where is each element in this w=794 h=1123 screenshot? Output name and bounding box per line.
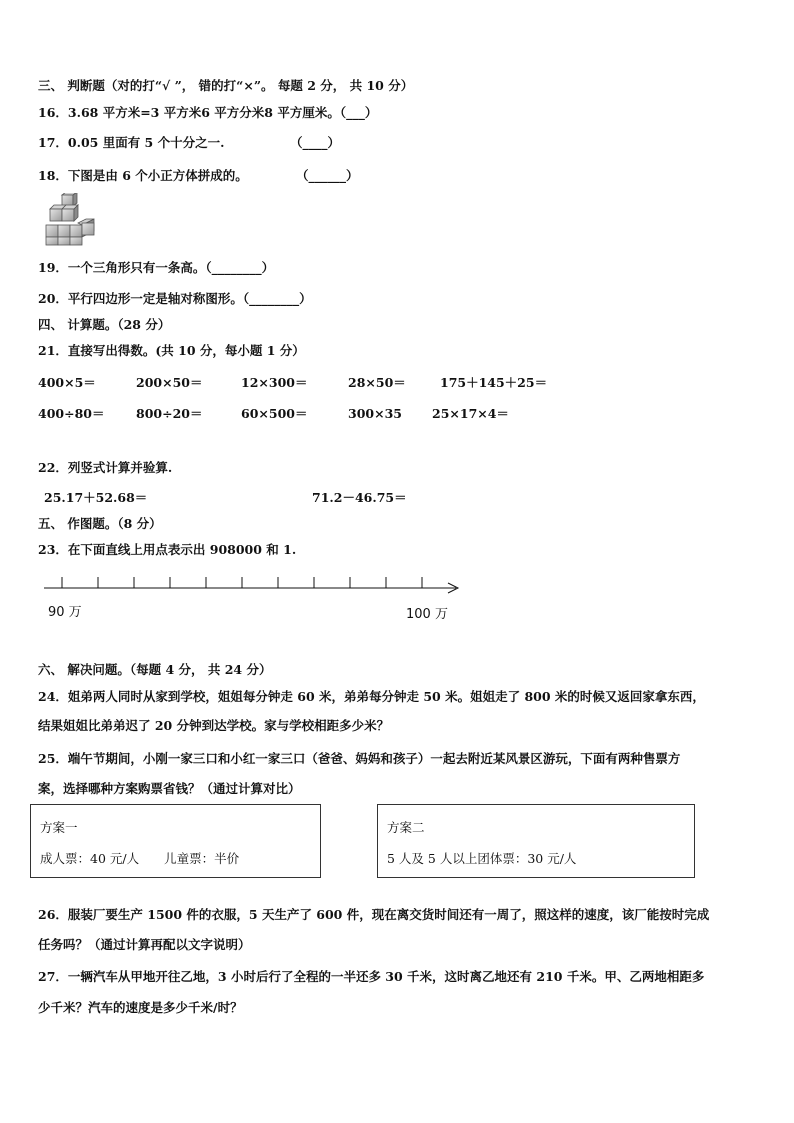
- number-line-label-right: 100 万: [406, 607, 448, 622]
- plan-two-title: 方案二: [387, 820, 425, 835]
- cube-stack-figure: [42, 193, 100, 249]
- calc-item: 800÷20＝: [136, 406, 203, 421]
- plan-one-title: 方案一: [40, 820, 78, 835]
- calc-item: 200×50＝: [136, 375, 203, 390]
- calc-item: 60×500＝: [241, 406, 308, 421]
- question-22: 22．列竖式计算并验算.: [38, 460, 173, 475]
- plan-one-box: [30, 804, 321, 878]
- calc-item: 25×17×4＝: [432, 406, 509, 421]
- question-24-line1: 24．姐弟两人同时从家到学校，姐姐每分钟走 60 米，弟弟每分钟走 50 米。姐姐走了 800 米的时候又返回家拿东西，: [38, 689, 705, 704]
- section4-heading: 四、 计算题。（28 分）: [38, 317, 171, 332]
- question-16: 16．3.68 平方米=3 平方米6 平方分米8 平方厘米。（___）: [38, 105, 378, 120]
- question-20: 20．平行四边形一定是轴对称图形。（________）: [38, 291, 312, 306]
- calc-item: 300×35: [348, 406, 402, 421]
- question-27-line2: 少千米？汽车的速度是多少千米/时？: [38, 1000, 243, 1015]
- question-17-blank: （____）: [290, 135, 341, 150]
- question-18: 18．下图是由 6 个小正方体拼成的。: [38, 168, 248, 183]
- question-19: 19．一个三角形只有一条高。（________）: [38, 260, 275, 275]
- vertical-calc-a: 25.17＋52.68＝: [44, 490, 148, 505]
- question-25-line1: 25．端午节期间，小刚一家三口和小红一家三口（爸爸、妈妈和孩子）一起去附近某风景区游玩，下面有两种售票方: [38, 751, 681, 766]
- question-17: 17．0.05 里面有 5 个十分之一.: [38, 135, 225, 150]
- plan-two-body: 5 人及 5 人以上团体票：30 元/人: [387, 851, 577, 866]
- section3-heading: 三、 判断题（对的打“√ ”， 错的打“×”。 每题 2 分， 共 10 分）: [38, 78, 414, 93]
- calc-item: 400÷80＝: [38, 406, 105, 421]
- question-24-line2: 结果姐姐比弟弟迟了 20 分钟到达学校。家与学校相距多少米？: [38, 718, 390, 733]
- number-line: [40, 572, 465, 598]
- section6-heading: 六、 解决问题。（每题 4 分， 共 24 分）: [38, 662, 272, 677]
- plan-one-body: 成人票：40 元/人 儿童票：半价: [40, 851, 240, 866]
- question-26-line2: 任务吗？（通过计算再配以文字说明）: [38, 937, 251, 952]
- number-line-label-left: 90 万: [48, 605, 82, 620]
- question-25-line2: 案，选择哪种方案购票省钱？（通过计算对比）: [38, 781, 301, 796]
- question-27-line1: 27．一辆汽车从甲地开往乙地，3 小时后行了全程的一半还多 30 千米，这时离乙地还有 210 千米。甲、乙两地相距多: [38, 969, 705, 984]
- calc-item: 12×300＝: [241, 375, 308, 390]
- calc-item: 400×5＝: [38, 375, 96, 390]
- question-26-line1: 26．服装厂要生产 1500 件的衣服，5 天生产了 600 件，现在离交货时间还有一周了，照这样的速度，该厂能按时完成: [38, 907, 710, 922]
- calc-item: 175＋145＋25＝: [440, 375, 548, 390]
- question-21: 21．直接写出得数。(共 10 分，每小题 1 分）: [38, 343, 305, 358]
- question-23: 23．在下面直线上用点表示出 908000 和 1.: [38, 542, 297, 557]
- calc-item: 28×50＝: [348, 375, 406, 390]
- plan-two-box: [377, 804, 695, 878]
- section5-heading: 五、 作图题。（8 分）: [38, 516, 162, 531]
- question-18-blank: （______）: [296, 168, 359, 183]
- vertical-calc-b: 71.2－46.75＝: [312, 490, 407, 505]
